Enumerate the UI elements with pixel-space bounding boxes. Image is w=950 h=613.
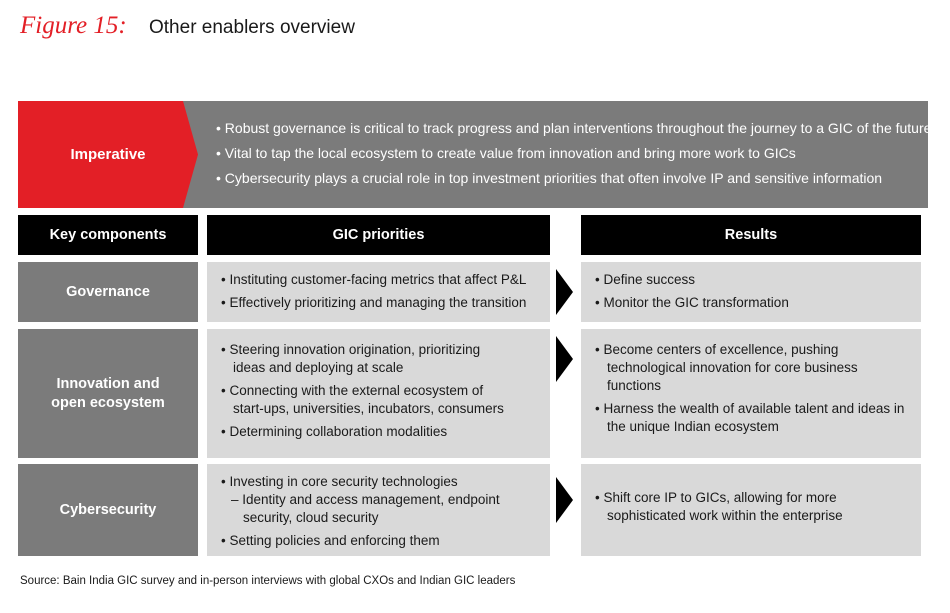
row-label-line: open ecosystem [51,394,165,411]
cybersecurity-priorities-cell [207,464,550,556]
list-item: • Steering innovation origination, prioritizing ideas and deploying at scale [221,342,481,375]
list-item: • Shift core IP to GICs, allowing for more sophisticated work within the enterprise [595,490,843,523]
list-item: • Define success [595,272,696,287]
governance-priorities-cell [207,262,550,322]
list-item: • Determining collaboration modalities [221,424,448,439]
cybersecurity-results-cell [581,464,921,556]
list-item: • Harness the wealth of available talent and ideas in the unique Indian ecosystem [595,401,905,434]
list-item: • Monitor the GIC transformation [595,295,789,310]
list-item: • Connecting with the external ecosystem of start-ups, universities, incubators, consumers [221,383,504,416]
imperative-label: Imperative [70,146,146,163]
header-gic-priorities: GIC priorities [207,215,550,255]
header-key-components: Key components [18,215,198,255]
innovation-priorities-cell [207,329,550,458]
row-label-cybersecurity: Cybersecurity [18,464,198,556]
figure-title: Other enablers overview [149,17,355,38]
figure-label: Figure 15: [20,12,127,39]
innovation-results-cell [581,329,921,458]
list-item: • Investing in core security technologies [221,474,458,489]
list-item: • Instituting customer-facing metrics that affect P&L [221,272,527,287]
arrow-icon [556,336,573,382]
imperative-point: • Vital to tap the local ecosystem to create value from innovation and bring more work to GICs [216,145,796,161]
list-item: • Setting policies and enforcing them [221,533,440,548]
governance-results-cell [581,262,921,322]
imperative-list [216,118,932,193]
list-item: – Identity and access management, endpoint security, cloud security [231,492,500,525]
source-note: Source: Bain India GIC survey and in-person interviews with global CXOs and Indian GIC leaders [20,575,516,587]
imperative-point: • Robust governance is critical to track progress and plan interventions throughout the journey to a GIC of the future [216,120,932,136]
header-results: Results [581,215,921,255]
list-item: • Become centers of excellence, pushing technological innovation for core business functions [595,342,858,393]
list-item: • Effectively prioritizing and managing the transition [221,295,527,310]
arrow-icon [556,269,573,315]
arrow-icon [556,477,573,523]
row-label-governance: Governance [18,262,198,322]
row-label-line: Innovation and [56,375,160,392]
row-label-innovation [18,329,198,458]
imperative-point: • Cybersecurity plays a crucial role in top investment priorities that often involve IP and sensitive information [216,170,883,186]
